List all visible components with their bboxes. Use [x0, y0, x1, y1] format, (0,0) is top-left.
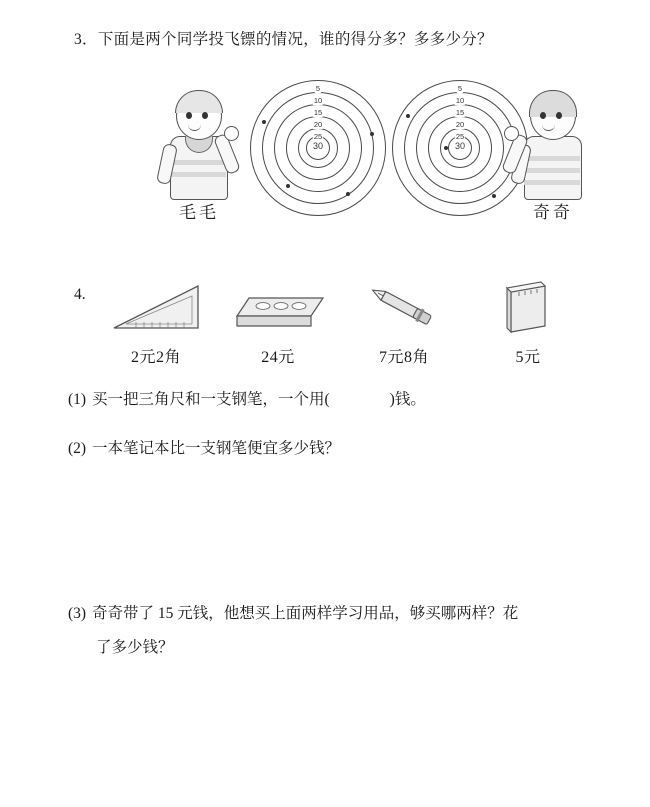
item-price: 2元2角	[130, 349, 181, 366]
item-fountain-pen	[344, 278, 464, 367]
dartboard-label-20: 20	[313, 120, 323, 129]
question-3-number: 3．	[74, 31, 98, 48]
boy-hair	[175, 90, 223, 113]
question-4-number: 4.	[74, 286, 86, 303]
item-price: 24元	[261, 349, 295, 366]
subquestion-1-marker: (1)	[68, 391, 87, 408]
dart-mark	[370, 132, 374, 136]
dartboard-label-5: 5	[457, 84, 463, 93]
subquestion-3-marker: (3)	[68, 605, 87, 622]
subquestion-1-text-before: 买一把三角尺和一支钢笔，一个用(	[92, 391, 330, 408]
girl-stripe-2	[524, 168, 580, 173]
dart-mark	[286, 184, 290, 188]
person-right-name: 奇奇	[533, 203, 573, 222]
subquestion-2-text: 一本笔记本比一支钢笔便宜多少钱？	[92, 440, 341, 457]
dartboard-label-10: 10	[455, 96, 465, 105]
girl-hand-right	[504, 126, 519, 141]
dartboard-label-30: 30	[312, 141, 324, 151]
item-price: 5元	[515, 349, 541, 366]
dart-mark	[492, 194, 496, 198]
subquestion-1	[68, 388, 608, 413]
person-left	[158, 86, 240, 222]
item-triangle-ruler	[96, 278, 216, 367]
dartboard-label-10: 10	[313, 96, 323, 105]
boy-eye-right	[202, 112, 208, 119]
dart-figure	[140, 78, 600, 223]
item-row	[96, 278, 576, 378]
notebook-icon	[468, 278, 588, 340]
subquestion-3-line2: 了多少钱？	[96, 639, 174, 656]
question-3-line	[74, 28, 614, 51]
girl-stripe-1	[524, 156, 580, 161]
item-notebook	[468, 278, 588, 367]
subquestion-2-marker: (2)	[68, 440, 87, 457]
boy-eye-left	[186, 112, 192, 119]
dartboard-right	[392, 80, 528, 216]
pencil-box-icon	[218, 278, 338, 340]
girl-eye-right	[556, 112, 562, 119]
dartboard-label-15: 15	[313, 108, 323, 117]
subquestion-3-text: 奇奇带了 15 元钱，他想买上面两样学习用品，够买哪两样？花	[92, 605, 519, 622]
dartboard-left	[250, 80, 386, 216]
question-3	[74, 28, 614, 51]
boy-hand-right	[224, 126, 239, 141]
subquestion-1-text-after: )钱。	[389, 391, 426, 408]
dart-mark	[406, 114, 410, 118]
dartboard-label-30: 30	[454, 141, 466, 151]
dartboard-label-15: 15	[455, 108, 465, 117]
girl-stripe-3	[524, 180, 580, 185]
triangle-ruler-icon	[96, 278, 216, 340]
item-pencil-box	[218, 278, 338, 367]
boy-stripe-1	[170, 160, 226, 165]
question-3-text: 下面是两个同学投飞镖的情况，谁的得分多？多多少分？	[97, 31, 493, 48]
boy-stripe-2	[170, 172, 226, 177]
dart-mark	[262, 120, 266, 124]
person-right	[512, 86, 592, 222]
item-price: 7元8角	[378, 349, 429, 366]
dartboard-label-25: 25	[455, 132, 465, 141]
girl-hair	[529, 90, 577, 117]
dartboard-label-5: 5	[315, 84, 321, 93]
dartboard-label-20: 20	[455, 120, 465, 129]
subquestion-2	[68, 437, 608, 462]
person-left-name: 毛毛	[179, 203, 219, 222]
dartboard-label-25: 25	[313, 132, 323, 141]
fountain-pen-icon	[344, 278, 464, 340]
subquestion-3	[68, 602, 608, 627]
dart-mark	[346, 192, 350, 196]
dart-mark	[444, 146, 448, 150]
girl-eye-left	[540, 112, 546, 119]
